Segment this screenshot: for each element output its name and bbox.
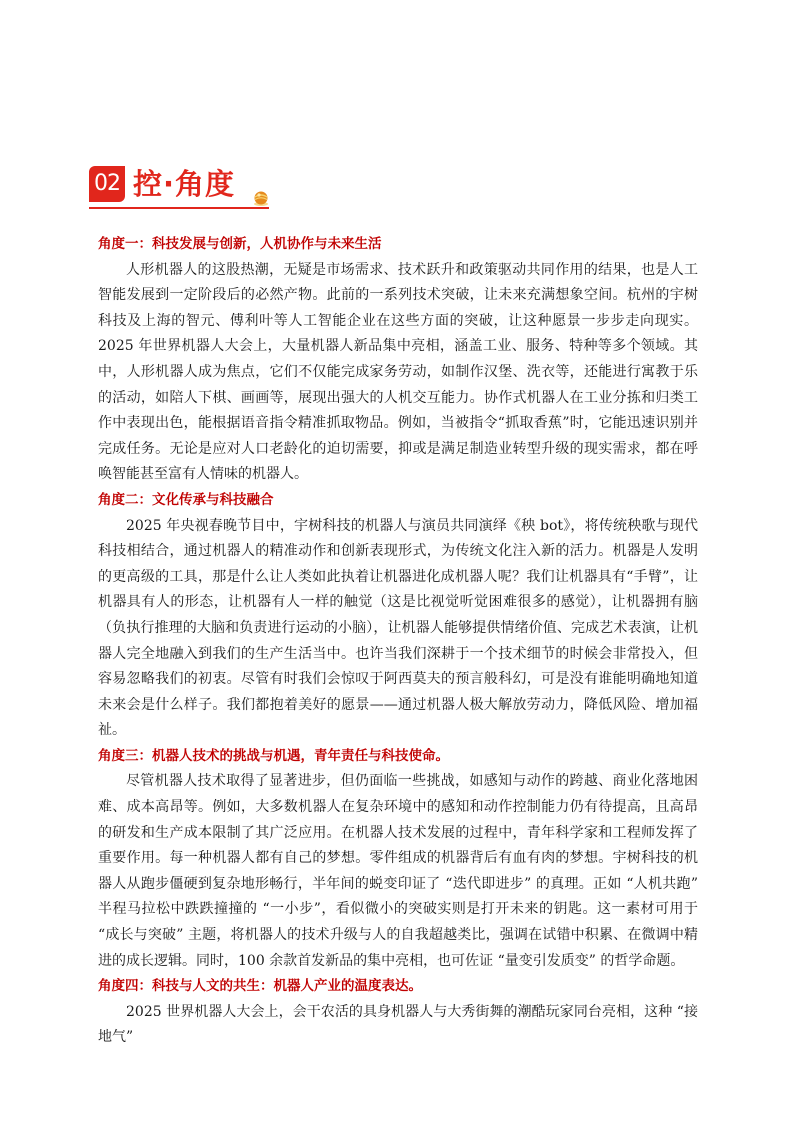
section-header	[89, 161, 274, 213]
angle-heading: 角度二：文化传承与科技融合	[98, 491, 274, 508]
angle-heading: 角度四：科技与人文的共生：机器人产业的温度表达。	[98, 978, 422, 995]
section-title: 控·角度	[133, 167, 236, 201]
title-underline	[89, 207, 269, 209]
angle-paragraph: 2025 年央视春晚节目中，宇树科技的机器人与演员共同演绎《秧 bot》，将传统秧歌与现代科技相结合，通过机器人的精准动作和创新表现形式，为传统文化注入新的活力。机器是人发明的更高级的工具，那是什么让人类如此执着让机器进化成机器人呢？我们让机器具有“手臂”，让机器具有人的形态，让机器有人一样的触觉（这是比视觉听觉困难很多的感觉），让机器拥有脑（负执行推理的大脑和负责进行运动的小脑），让机器人能够提供情绪价值、完成艺术表演，让机器人完全地融入到我们的生产生活当中。也许当我们深耕于一个技术细节的时候会非常投入，但容易忽略我们的初衷。尽管有时我们会惊叹于阿西莫夫的预言般科幻，可是没有谁能明确地知道未来会是什么样子。我们都抱着美好的愿景——通过机器人极大解放劳动力，降低风险、增加福祉。	[98, 517, 698, 739]
angle-paragraph: 2025 世界机器人大会上，会干农活的具身机器人与大秀街舞的潮酷玩家同台亮相，这种 “接地气”	[98, 1003, 698, 1046]
angle-heading: 角度三：机器人技术的挑战与机遇，青年责任与科技使命。	[98, 747, 449, 764]
article-content	[98, 232, 698, 1051]
angle-paragraph: 尽管机器人技术取得了显著进步，但仍面临一些挑战，如感知与动作的跨越、商业化落地困难、成本高昂等。例如，大多数机器人在复杂环境中的感知和动作控制能力仍有待提高，且高昂的研发和生产成本限制了其广泛应用。在机器人技术发展的过程中，青年科学家和工程师发挥了重要作用。每一种机器人都有自己的梦想。零件组成的机器背后有血有肉的梦想。宇树科技的机器人从跑步僵硬到复杂地形畅行，半年间的蜕变印证了 “迭代即进步” 的真理。正如 “人机共跑” 半程马拉松中跌跌撞撞的 “一小步”，看似微小的突破实则是打开未来的钥匙。这一素材可用于 “成长与突破” 主题，将机器人的技术升级与人的自我超越类比，强调在试错中积累、在微调中精进的成长逻辑。同时，100 余款首发新品的集中亮相，也可佐证 “量变引发质变” 的哲学命题。	[98, 773, 698, 969]
angle-paragraph: 人形机器人的这股热潮，无疑是市场需求、技术跃升和政策驱动共同作用的结果，也是人工智能发展到一定阶段后的必然产物。此前的一系列技术突破，让未来充满想象空间。杭州的宇树科技及上海的智元、傅利叶等人工智能企业在这些方面的突破，让这种愿景一步步走向现实。2025 年世界机器人大会上，大量机器人新品集中亮相，涵盖工业、服务、特种等多个领域。其中，人形机器人成为焦点，它们不仅能完成家务劳动，如制作汉堡、洗衣等，还能进行寓教于乐的活动，如陪人下棋、画画等，展现出强大的人机交互能力。协作式机器人在工业分拣和归类工作中表现出色，能根据语音指令精准抓取物品。例如，当被指令“抓取香蕉”时，它能迅速识别并完成任务。无论是应对人口老龄化的迫切需要，抑或是满足制造业转型升级的现实需求，都在呼唤智能甚至富有人情味的机器人。	[98, 261, 698, 483]
angle-heading: 角度一：科技发展与创新，人机协作与未来生活	[98, 236, 382, 252]
section-number-badge: 02	[89, 166, 125, 202]
decorative-ball-icon	[252, 189, 270, 207]
